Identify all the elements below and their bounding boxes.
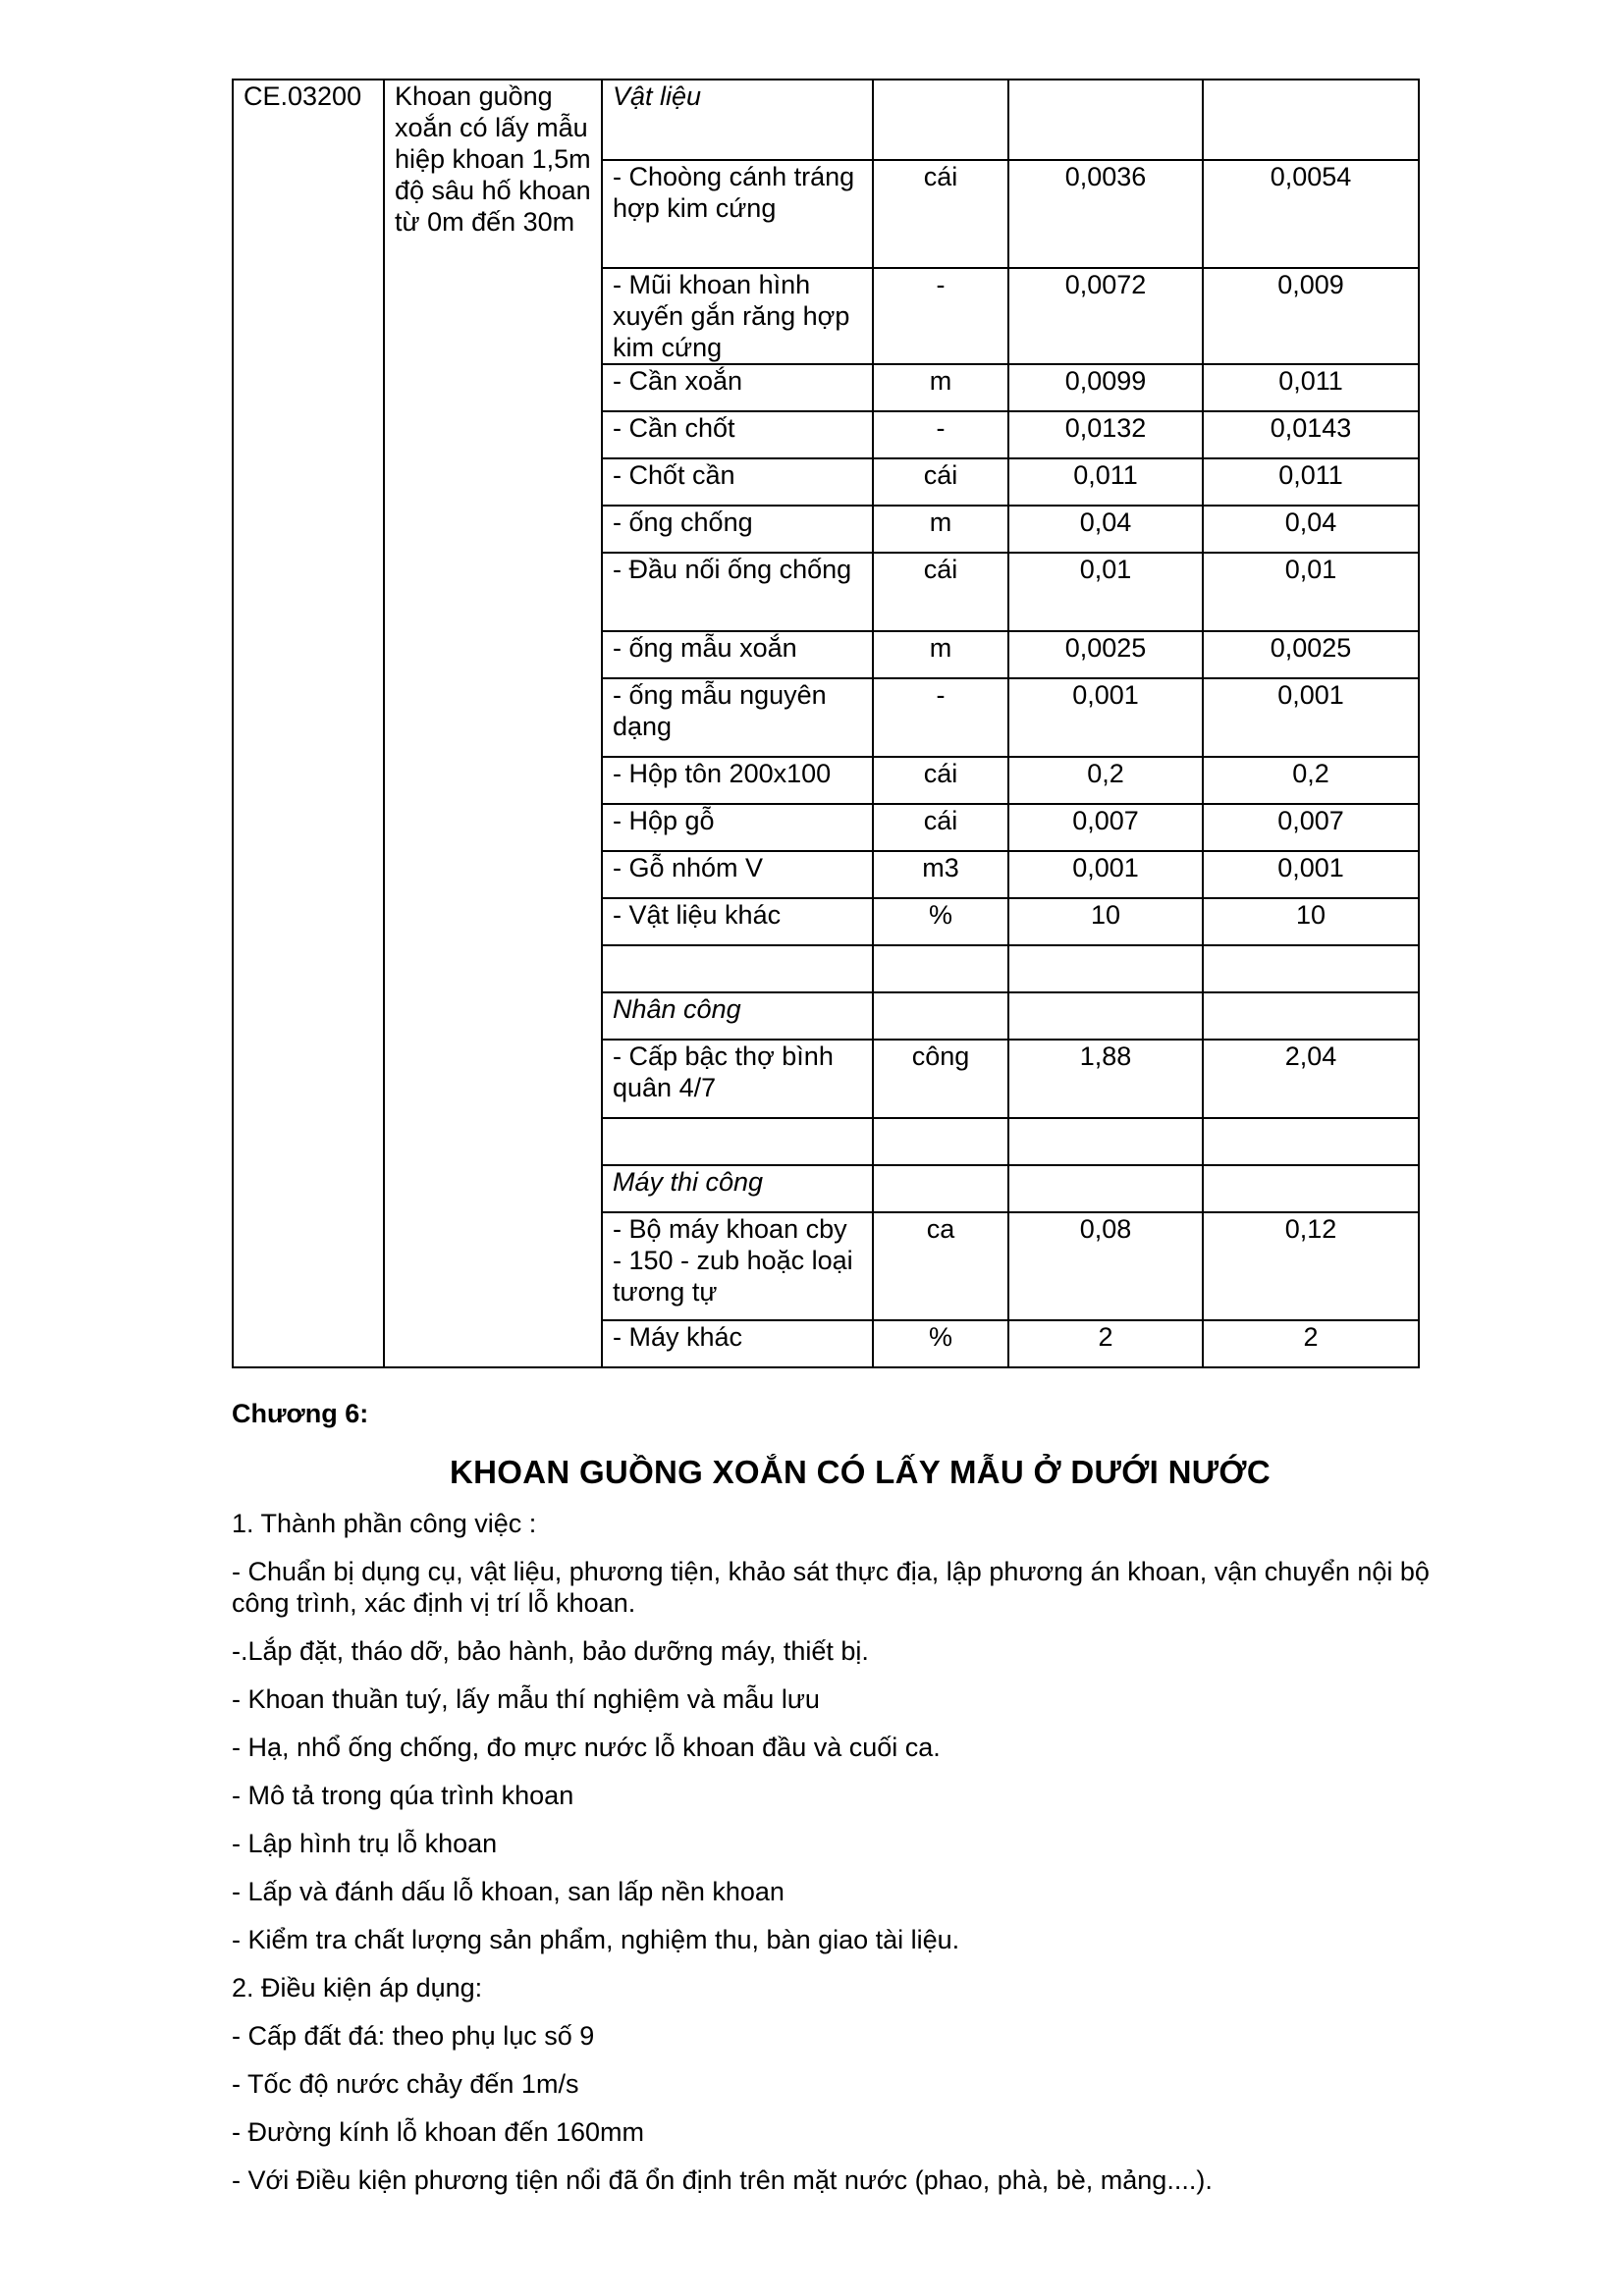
value-cell-1: 0,01: [1008, 553, 1203, 631]
paragraph: - Cấp đất đá: theo phụ lục số 9: [232, 2021, 595, 2051]
value-cell-2: 0,0025: [1203, 631, 1419, 678]
item-cell: - ống mẫu nguyên dạng: [602, 678, 873, 757]
item-cell: - Mũi khoan hình xuyến gắn răng hợp kim cứng: [602, 268, 873, 364]
paragraph: - Lấp và đánh dấu lỗ khoan, san lấp nền khoan: [232, 1877, 785, 1906]
unit-cell: cái: [873, 458, 1008, 506]
item-cell: - Đầu nối ống chống: [602, 553, 873, 631]
unit-cell: %: [873, 1320, 1008, 1367]
value-cell-2: 0,01: [1203, 553, 1419, 631]
paragraph: - Với Điều kiện phương tiện nổi đã ổn định trên mặt nước (phao, phà, bè, mảng....).: [232, 2165, 1213, 2195]
value-cell-1: 0,0072: [1008, 268, 1203, 364]
unit-cell: công: [873, 1040, 1008, 1118]
paragraph: -.Lắp đặt, tháo dỡ, bảo hành, bảo dưỡng máy, thiết bị.: [232, 1636, 869, 1666]
value-cell-2: [1203, 1118, 1419, 1165]
value-cell-1: 0,0099: [1008, 364, 1203, 411]
value-cell-2: [1203, 80, 1419, 160]
unit-cell: m: [873, 506, 1008, 553]
unit-cell: [873, 1165, 1008, 1212]
unit-cell: cái: [873, 160, 1008, 268]
value-cell-2: [1203, 992, 1419, 1040]
unit-cell: m3: [873, 851, 1008, 898]
item-cell: - Choòng cánh tráng hợp kim cứng: [602, 160, 873, 268]
item-cell: - Hộp gỗ: [602, 804, 873, 851]
item-cell: - Máy khác: [602, 1320, 873, 1367]
paragraph: - Hạ, nhổ ống chống, đo mực nước lỗ khoan đầu và cuối ca.: [232, 1733, 941, 1762]
value-cell-1: 0,001: [1008, 678, 1203, 757]
norm-code-cell: CE.03200: [233, 80, 384, 1367]
work-description-cell: Khoan guồng xoắn có lấy mẫu hiệp khoan 1,5m độ sâu hố khoan từ 0m đến 30m: [384, 80, 602, 1367]
value-cell-2: 0,2: [1203, 757, 1419, 804]
paragraph: - Đường kính lỗ khoan đến 160mm: [232, 2117, 645, 2147]
chapter-label: Chương 6:: [232, 1399, 369, 1428]
unit-cell: cái: [873, 804, 1008, 851]
value-cell-2: 0,12: [1203, 1212, 1419, 1320]
item-cell: - ống mẫu xoắn: [602, 631, 873, 678]
item-cell: - Hộp tôn 200x100: [602, 757, 873, 804]
item-cell: - Bộ máy khoan cby - 150 - zub hoặc loại tương tự: [602, 1212, 873, 1320]
unit-cell: -: [873, 268, 1008, 364]
value-cell-2: 0,04: [1203, 506, 1419, 553]
value-cell-1: [1008, 80, 1203, 160]
value-cell-2: 0,011: [1203, 364, 1419, 411]
unit-cell: m: [873, 364, 1008, 411]
section-heading: Nhân công: [602, 992, 873, 1040]
norm-table: [232, 79, 1420, 1368]
value-cell-1: [1008, 945, 1203, 992]
unit-cell: ca: [873, 1212, 1008, 1320]
unit-cell: [873, 945, 1008, 992]
unit-cell: [873, 992, 1008, 1040]
paragraph: - Kiểm tra chất lượng sản phẩm, nghiệm thu, bàn giao tài liệu.: [232, 1925, 960, 1954]
value-cell-2: [1203, 1165, 1419, 1212]
blank-cell: [602, 1118, 873, 1165]
paragraph: - Lập hình trụ lỗ khoan: [232, 1829, 498, 1858]
value-cell-2: 0,001: [1203, 678, 1419, 757]
paragraph: - Khoan thuần tuý, lấy mẫu thí nghiệm và mẫu lưu: [232, 1684, 820, 1714]
value-cell-1: 0,011: [1008, 458, 1203, 506]
paragraph: - Chuẩn bị dụng cụ, vật liệu, phương tiện, khảo sát thực địa, lập phương án khoan, vận chuyển nội bộ công trình, xác định vị trí lỗ khoan.: [232, 1557, 1430, 1618]
value-cell-2: 0,0054: [1203, 160, 1419, 268]
value-cell-1: 0,0132: [1008, 411, 1203, 458]
paragraph: - Tốc độ nước chảy đến 1m/s: [232, 2069, 579, 2099]
value-cell-1: 1,88: [1008, 1040, 1203, 1118]
unit-cell: [873, 80, 1008, 160]
value-cell-1: 0,0036: [1008, 160, 1203, 268]
section-heading: Vật liệu: [602, 80, 873, 160]
paragraph: - Mô tả trong qúa trình khoan: [232, 1781, 574, 1810]
unit-cell: cái: [873, 757, 1008, 804]
value-cell-2: 2: [1203, 1320, 1419, 1367]
table-row: [233, 80, 1419, 160]
chapter-section: [232, 1398, 1489, 2213]
value-cell-1: 0,04: [1008, 506, 1203, 553]
paragraph: 2. Điều kiện áp dụng:: [232, 1973, 483, 2002]
item-cell: - Chốt cần: [602, 458, 873, 506]
value-cell-1: 0,08: [1008, 1212, 1203, 1320]
value-cell-2: 0,007: [1203, 804, 1419, 851]
value-cell-1: 0,001: [1008, 851, 1203, 898]
value-cell-1: [1008, 1118, 1203, 1165]
item-cell: - ống chống: [602, 506, 873, 553]
value-cell-2: 0,011: [1203, 458, 1419, 506]
chapter-title: KHOAN GUỒNG XOẮN CÓ LẤY MẪU Ở DƯỚI NƯỚC: [450, 1454, 1271, 1490]
value-cell-2: 0,001: [1203, 851, 1419, 898]
paragraph-list: [232, 1508, 1489, 2196]
unit-cell: m: [873, 631, 1008, 678]
value-cell-1: 0,0025: [1008, 631, 1203, 678]
value-cell-2: 10: [1203, 898, 1419, 945]
item-cell: - Cần chốt: [602, 411, 873, 458]
norm-table-body: [233, 80, 1419, 1367]
blank-cell: [602, 945, 873, 992]
item-cell: - Vật liệu khác: [602, 898, 873, 945]
value-cell-1: 10: [1008, 898, 1203, 945]
item-cell: - Cấp bậc thợ bình quân 4/7: [602, 1040, 873, 1118]
section-heading: Máy thi công: [602, 1165, 873, 1212]
value-cell-2: [1203, 945, 1419, 992]
paragraph: 1. Thành phần công việc :: [232, 1509, 537, 1538]
value-cell-1: 2: [1008, 1320, 1203, 1367]
unit-cell: %: [873, 898, 1008, 945]
unit-cell: -: [873, 678, 1008, 757]
unit-cell: -: [873, 411, 1008, 458]
value-cell-2: 0,0143: [1203, 411, 1419, 458]
value-cell-1: 0,2: [1008, 757, 1203, 804]
value-cell-1: [1008, 992, 1203, 1040]
unit-cell: cái: [873, 553, 1008, 631]
value-cell-1: [1008, 1165, 1203, 1212]
item-cell: - Gỗ nhóm V: [602, 851, 873, 898]
value-cell-1: 0,007: [1008, 804, 1203, 851]
item-cell: - Cần xoắn: [602, 364, 873, 411]
value-cell-2: 2,04: [1203, 1040, 1419, 1118]
value-cell-2: 0,009: [1203, 268, 1419, 364]
unit-cell: [873, 1118, 1008, 1165]
